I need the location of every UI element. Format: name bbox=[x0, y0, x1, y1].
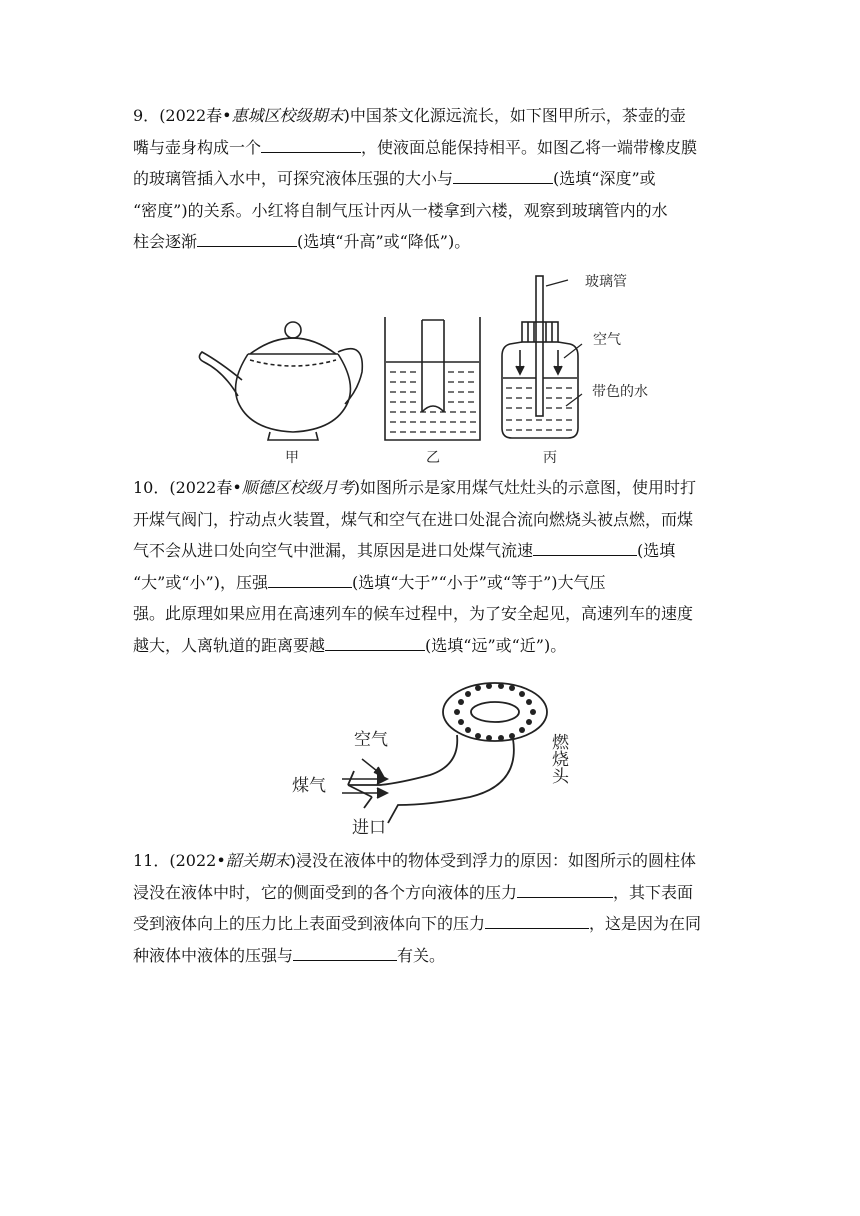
air-label: 空气 bbox=[354, 730, 388, 750]
question-11: 11．(2022•韶关期末)浸没在液体中的物体受到浮力的原因：如图所示的圆柱体 浸没在液体中时，它的侧面受到的各个方向液体的压力 ，其下表面 受到液体向上的压力比上表面受到液体向下的压力 ，这是因为在同 种液体中液体的压强与 有关。 bbox=[133, 851, 702, 965]
glass-tube-label: 玻璃管 bbox=[585, 274, 627, 290]
question-10: 10．(2022春•顺德区校级月考)如图所示是家用煤气灶灶头的示意图，使用时打 开煤气阀门，拧动点火装置，煤气和空气在进口处混合流向燃烧头被点燃，而煤 气不会从进口处向空气中泄漏，其原因是进口处煤气流速 (选填 “大”或“小”)，压强 (选填“大于”“小于”或“等于”)大气压 强。此原理如果应用在高速列车的候车过程中，为了安全起见，高速列车的速度 越大，人离轨道的距离要越 (选填“远”或“近”)。 bbox=[133, 478, 697, 655]
answer-blank[interactable] bbox=[261, 135, 361, 153]
answer-blank[interactable] bbox=[533, 538, 637, 556]
air-label: 空气 bbox=[593, 332, 621, 348]
answer-blank[interactable] bbox=[293, 943, 397, 961]
question-source: (2022•韶关期末) bbox=[169, 851, 297, 870]
question-9: 9．(2022春•惠城区校级期末)中国茶文化源远流长，如下图甲所示，茶壶的壶 嘴与壶身构成一个 ，使液面总能保持相平。如图乙将一端带橡皮膜 的玻璃管插入水中，可探究液体压强的大小与 (选填“深度”或 “密度”)的关系。小红将自制气压计丙从一楼拿到六楼，观察到玻璃管内的水 柱会逐渐 (选填“升高”或“降低”)。 bbox=[133, 106, 698, 251]
beaker-figure bbox=[385, 317, 480, 440]
pressure-figures bbox=[190, 272, 680, 468]
answer-blank[interactable] bbox=[268, 570, 352, 588]
figure-label-bing: 丙 bbox=[543, 450, 557, 466]
question-number: 10． bbox=[133, 478, 170, 497]
gas-burner-figure bbox=[280, 675, 600, 845]
teapot-figure bbox=[199, 322, 362, 440]
answer-blank[interactable] bbox=[517, 880, 613, 898]
barometer-figure bbox=[502, 276, 582, 438]
answer-blank[interactable] bbox=[485, 911, 589, 929]
answer-blank[interactable] bbox=[197, 229, 297, 247]
answer-blank[interactable] bbox=[325, 633, 425, 651]
colored-water-label: 带色的水 bbox=[592, 384, 648, 400]
question-source: (2022春•顺德区校级月考) bbox=[169, 478, 361, 497]
answer-blank[interactable] bbox=[453, 166, 553, 184]
burner-label: 燃烧头 bbox=[548, 733, 568, 784]
figure-label-yi: 乙 bbox=[426, 450, 440, 466]
question-source: (2022春•惠城区校级期末) bbox=[159, 106, 350, 125]
figure-label-jia: 甲 bbox=[285, 450, 299, 466]
gas-label: 煤气 bbox=[292, 776, 326, 796]
question-number: 11． bbox=[133, 851, 170, 870]
inlet-label: 进口 bbox=[352, 818, 386, 838]
question-number: 9． bbox=[133, 106, 160, 125]
